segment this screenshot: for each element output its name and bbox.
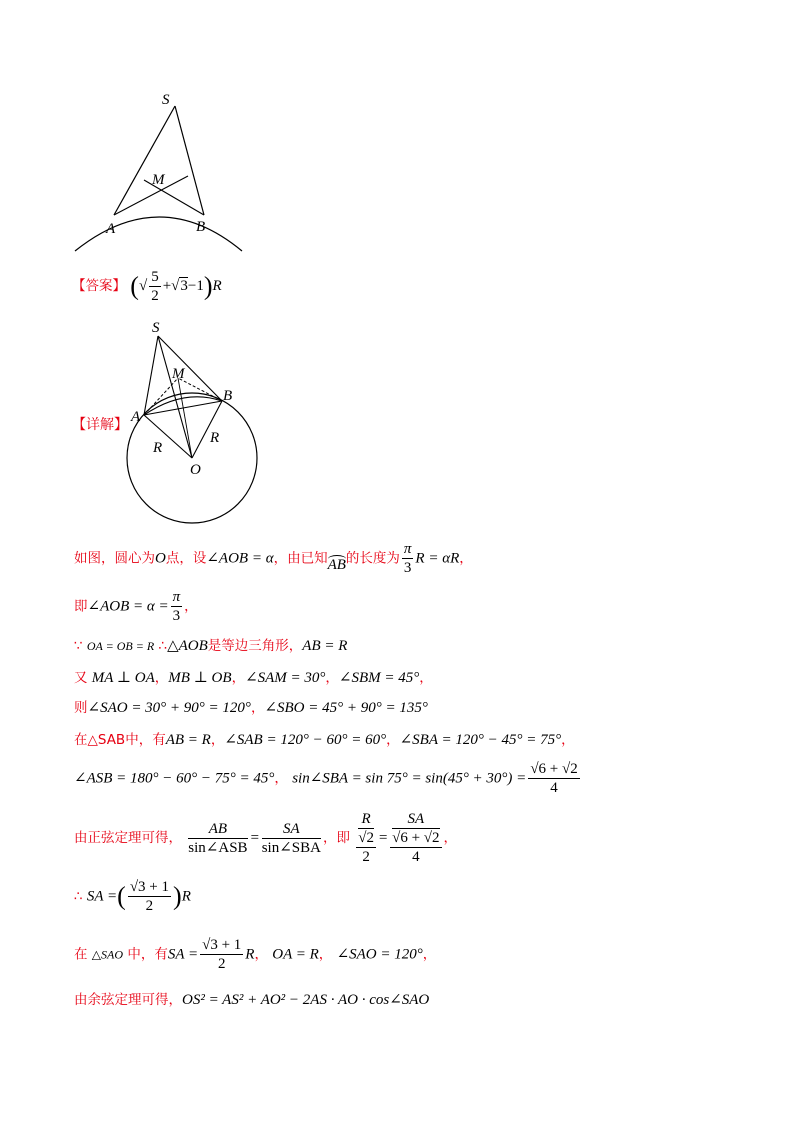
solution-line-4: 又 MA ⊥ OA，MB ⊥ OB，∠SAM = 30°，∠SBM = 45°， [74, 670, 433, 686]
label-s: S [152, 320, 160, 336]
figure-cone-diagram [60, 88, 260, 258]
detail-tag: 【详解】 [72, 417, 128, 433]
solution-line-2: 即∠AOB = α = $\frac{\pi}{3}$ ， [74, 589, 198, 624]
answer-tag: 【答案】 [72, 277, 126, 294]
solution-line-8: 由正弦定理可得， $\frac{AB}{\text{sin∠ASB}}$ = $\frac{SA}{\text{sin∠SBA}}$ ，即 R √2 2 = SA √6 + √2 4 ， [74, 811, 458, 865]
label-b: B [196, 219, 206, 235]
line-ao [144, 415, 192, 458]
label-s: S [162, 92, 170, 108]
label-m: M [172, 366, 185, 382]
answer-line [72, 268, 222, 305]
label-o: O [190, 462, 201, 478]
solution-line-7: ∠ASB = 180° − 60° − 75° = 45°， sin∠SBA = sin 75° = sin(45° + 30°) = $\frac{√6 + √2}{4}$ [74, 761, 578, 796]
solution-line-5: 则∠SAO = 30° + 90° = 120°，∠SBO = 45° + 90° = 135° [74, 700, 428, 716]
label-r1: R [153, 440, 163, 456]
label-r2: R [210, 430, 220, 446]
figure-circle-diagram [120, 318, 270, 528]
solution-line-10: 在 △SAO 中，有SA = $\frac{√3 + 1}{2}$ R， OA = R， ∠SAO = 120°， [74, 937, 437, 972]
solution-line-6: 在△SAB中，有AB = R，∠SAB = 120° − 60° = 60°，∠SBA = 120° − 45° = 75°， [74, 732, 575, 748]
line-sa [144, 336, 158, 415]
line-mo [178, 378, 192, 458]
solution-line-3: ∵ OA = OB = R ∴△AOB是等边三角形，AB = R [74, 638, 348, 654]
solution-line-9: ∴ SA =( $\frac{√3 + 1}{2}$ )R [74, 879, 191, 914]
label-a: A [131, 409, 141, 425]
label-b: B [223, 388, 233, 404]
solution-line-11: 由余弦定理可得，OS² = AS² + AO² − 2AS · AO · cos∠SAO [74, 992, 430, 1008]
line-sb [175, 106, 204, 215]
answer-formula: (√ $\frac{5}{2}$ +√3−1)R [130, 269, 222, 304]
label-a: A [106, 221, 116, 237]
label-m: M [152, 172, 165, 188]
solution-line-1: 如图，圆心为O点，设∠AOB = α，由已知AB的长度为 $\frac{\pi}{3}$ R = αR， [74, 541, 473, 576]
arc-curve [75, 217, 242, 251]
